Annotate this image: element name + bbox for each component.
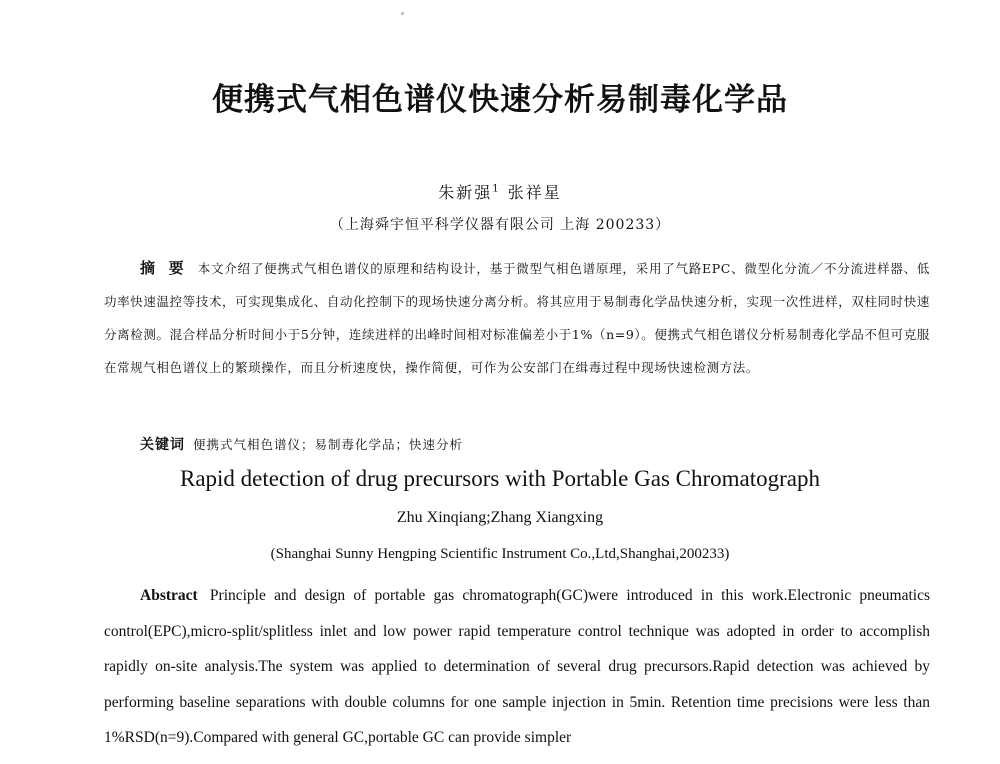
english-abstract [104, 578, 930, 756]
chinese-abstract [104, 252, 930, 384]
chinese-abstract-text: 本文介绍了便携式气相色谱仪的原理和结构设计，基于微型气相色谱原理，采用了气路EPC、微型化分流／不分流进样器、低功率快速温控等技术，可实现集成化、自动化控制下的现场快速分离分析。将其应用于易制毒化学品快速分析，实现一次性进样，双柱同时快速分离检测。混合样品分析时间小于5分钟，连续进样的出峰时间相对标准偏差小于1%（n=9）。便携式气相色谱仪分析易制毒化学品不但可克服在常规气相色谱仪上的繁琐操作，而且分析速度快，操作简便，可作为公安部门在缉毒过程中现场快速检测方法。 [104, 261, 931, 375]
chinese-title: 便携式气相色谱仪快速分析易制毒化学品 [212, 82, 788, 118]
author-second: 张祥星 [507, 183, 562, 202]
chinese-keywords-text: 便携式气相色谱仪；易制毒化学品；快速分析 [193, 437, 464, 452]
chinese-authors [0, 180, 1000, 203]
scan-speck [401, 12, 404, 15]
english-affiliation: (Shanghai Sunny Hengping Scientific Instrument Co.,Ltd,Shanghai,200233) [270, 546, 730, 562]
english-title: Rapid detection of drug precursors with Portable Gas Chromatograph [179, 466, 820, 491]
chinese-keywords [140, 434, 463, 454]
chinese-keywords-label: 关键词 [140, 437, 185, 453]
author-first: 朱新强 [438, 183, 493, 202]
author-first-affiliation-mark: 1 [492, 183, 501, 195]
english-authors: Zhu Xinqiang;Zhang Xiangxing [396, 509, 604, 526]
english-abstract-label: Abstract [140, 587, 198, 604]
chinese-affiliation: （上海舜宇恒平科学仪器有限公司 上海 200233） [329, 217, 671, 233]
english-abstract-text: Principle and design of portable gas chromatograph(GC)were introduced in this work.Electronic pneumatics control(EPC),micro-split/splitless inlet and low power rapid temperature control technique was adopted in order to accomplish rapidly on-site analysis.The system was applied to determination of several drug precursors.Rapid detection was achieved by performing baseline separations with double columns for one sample injection in 5min. Retention time precisions were less than 1%RSD(n=9).Compared with general GC,portable GC can provide simpler [104, 587, 931, 746]
chinese-abstract-label: 摘 要 [140, 259, 188, 277]
